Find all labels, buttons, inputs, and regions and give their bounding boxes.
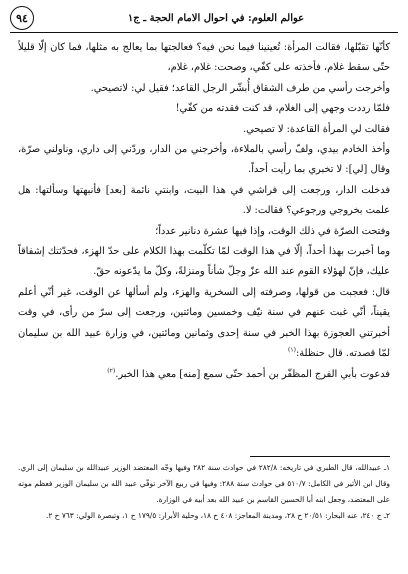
paragraph xyxy=(18,365,390,385)
paragraph: وما أخبرت بهذا أحداً، إلّا في هذا الوقت لمّا تكلّمت بهذا الكلام على حدّ الهزء، فحدّثتك إشفاقاً عليك، فإنّ لهؤلاء القوم عند الله عزّ وجلّ شأناً ومنزلةً، وكلّ ما يدّعونه حقّ. xyxy=(18,246,390,278)
footnote-ref-2: (٢) xyxy=(107,367,116,375)
running-title: عوالم العلوم: في أحوال الامام الحجة ـ ج١ xyxy=(127,12,305,24)
footnote-2: ٢ـ ج ٢٤٠، عنه البحار: ٢٠/٥١ ح ٢٨، ومدينة المعاجز: ٤٠٨ ح ١٨، وحلية الأبرار: ١٧٩/٥ ح ١، وتبصرة الولي: ٧٦٣ ح ٢. xyxy=(45,511,390,520)
paragraph: فقالت لي المرأة القاعدة: لا تصيحي. xyxy=(242,123,390,135)
footnote-ref-1: (١) xyxy=(288,346,296,354)
paragraph-text: قال: فعجبت من قولها، وصرفته إلى السخرية والهزء، ولم أسألها عن الوقت، غير أنّي أعلم يقيناً، أنّي غبت عنهم في سنة نيّف وخمسين ومائتين، ورجعت إلى سرّ من رأى، في وقت أخبرتني العجوزة بهذا الخبر في سنة إحدى وثمانين ومائتين، في وزارة عبيد الله بن سليمان لمّا قصدته. قال حنظلة: xyxy=(18,286,390,360)
main-text xyxy=(18,38,390,450)
footnote-1: ١ـ عبيدالله، قال الطبري في تاريخه: ٢٨٢/٨ في حوادث سنة ٢٨٢ وفيها وجّه المعتضد الوزير عبيدالله بن سليمان إلى الري. وقال ابن الأثير في الكامل: ٥١٠/٧ في حوادث سنة ٢٨٨: وفيها في ربيع الآخر توفّي عبيد الله بن سليمان الوزير فعظم موته على المعتضد، وجعل ابنه أبا الحسين القاسم بن عبيد الله بعد أبيه في الوزارة. xyxy=(18,463,390,504)
paragraph-text: فدعوت بأبي الفرج المظفّر بن أحمد حتّى سمع [منه] معي هذا الخبر. xyxy=(115,368,390,380)
footnote-rule xyxy=(250,456,390,457)
paragraph: وأخرجت رأسي من طرف الشقاق أُبشّر الرجل القاعد؛ فقيل لي: لاتصيحي. xyxy=(90,82,390,94)
paragraph: فدخلت الدار، ورجعت إلى فراشي في هذا البيت، وابنتي نائمة [بعد] فأنبهتها وسألتها: هل علمت بخروجي ورجوعي؟ فقالت: لا. xyxy=(18,184,390,217)
paragraph: كأنّها تقبّلها، فقالت المرأة: تُعينينا فيما نحن فيه؟ فعالجتها بما يعالج به مثلها، فما كان إلّا قليلاً حتّى سقط غلام، فأخذته على كفّي، وصحت: غلام، غلام، xyxy=(18,42,390,74)
paragraph: وفتحت الصرّة في ذلك الوقت، وإذا فيها عشرة دنانير عدداً؛ xyxy=(155,225,390,237)
footnotes xyxy=(18,460,390,568)
page-number: ٩٤ xyxy=(10,6,34,30)
header-rule xyxy=(10,32,398,33)
paragraph xyxy=(18,283,390,365)
paragraph: فلمّا رددت وجهي إلى الغلام، قد كنت فقدته من كفّي! xyxy=(175,103,390,115)
page-header xyxy=(10,6,398,30)
paragraph: وأخذ الخادم بيدي، ولفّ رأسي بالملاءة، وأخرجني من الدار، وردّني إلى داري، وناولني صرّة، وقال [لي]: لا تخبري بما رأيت أحداً. xyxy=(18,144,390,176)
